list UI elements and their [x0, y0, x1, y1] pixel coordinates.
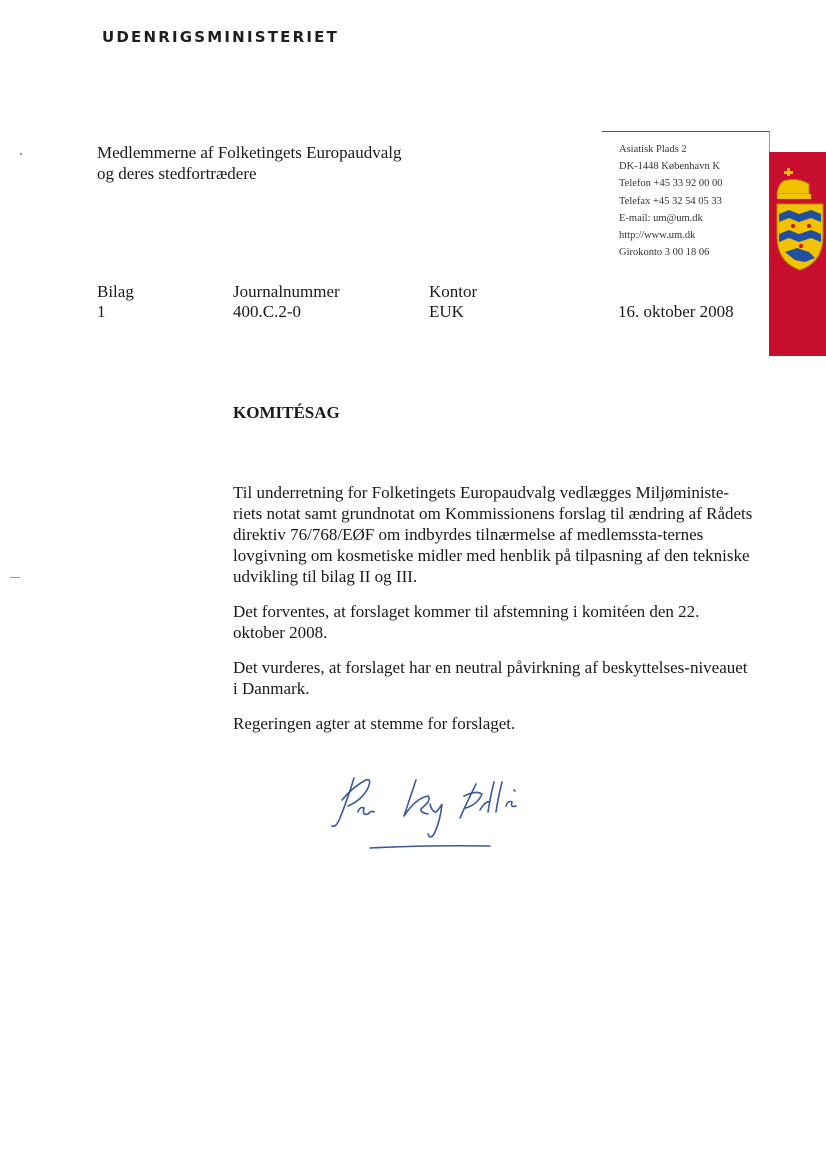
address-street: Asiatisk Plads 2 [619, 144, 687, 155]
coat-of-arms-icon [775, 166, 825, 272]
kontor-field [429, 282, 477, 322]
recipient-line-1: Medlemmerne af Folketingets Europaudvalg [97, 143, 402, 162]
ministry-address [619, 141, 722, 261]
recipient-line-2: og deres stedfortrædere [97, 164, 257, 183]
letter-date: 16. oktober 2008 [618, 302, 734, 321]
journal-label: Journalnummer [233, 282, 340, 301]
bilag-field [97, 282, 134, 322]
bilag-label: Bilag [97, 282, 134, 301]
handwritten-signature [318, 768, 543, 858]
letter-heading: KOMITÉSAG [233, 403, 340, 422]
address-phone: Telefon +45 33 92 00 00 [619, 178, 723, 190]
recipient-block [97, 142, 402, 184]
address-email: E-mail: um@um.dk [619, 212, 703, 224]
address-web: http://www.um.dk [619, 230, 696, 242]
paragraph: Til underretning for Folketingets Europaudvalg vedlægges Miljøministe-riets notat samt grundnotat om Kommissionens forslag til ændring af Rådets direktiv 76/768/EØF om indbyrdes tilnærmelse af medlemssta-ternes lovgivning om kosmetiske midler med henblik på tilpasning af den tekniske udvikling til bilag II og III. [233, 483, 753, 586]
paragraph: Det forventes, at forslaget kommer til afstemning i komitéen den 22. oktober 2008. [233, 602, 700, 642]
address-giro: Girokonto 3 00 18 06 [619, 247, 710, 259]
address-fax: Telefax +45 32 54 05 33 [619, 195, 722, 207]
scan-dot [20, 153, 22, 155]
fold-mark [10, 577, 20, 578]
ministry-name: UDENRIGSMINISTERIET [102, 28, 340, 46]
kontor-label: Kontor [429, 282, 478, 301]
journal-value: 400.C.2-0 [233, 302, 301, 321]
kontor-value: EUK [429, 302, 464, 321]
letter-body [233, 482, 753, 748]
paragraph: Regeringen agter at stemme for forslaget. [233, 714, 516, 733]
journal-field [233, 282, 340, 322]
paragraph: Det vurderes, at forslaget har en neutral påvirkning af beskyttelses-niveauet i Danmark. [233, 658, 748, 698]
address-city: DK-1448 København K [619, 161, 720, 173]
bilag-value: 1 [97, 302, 106, 321]
